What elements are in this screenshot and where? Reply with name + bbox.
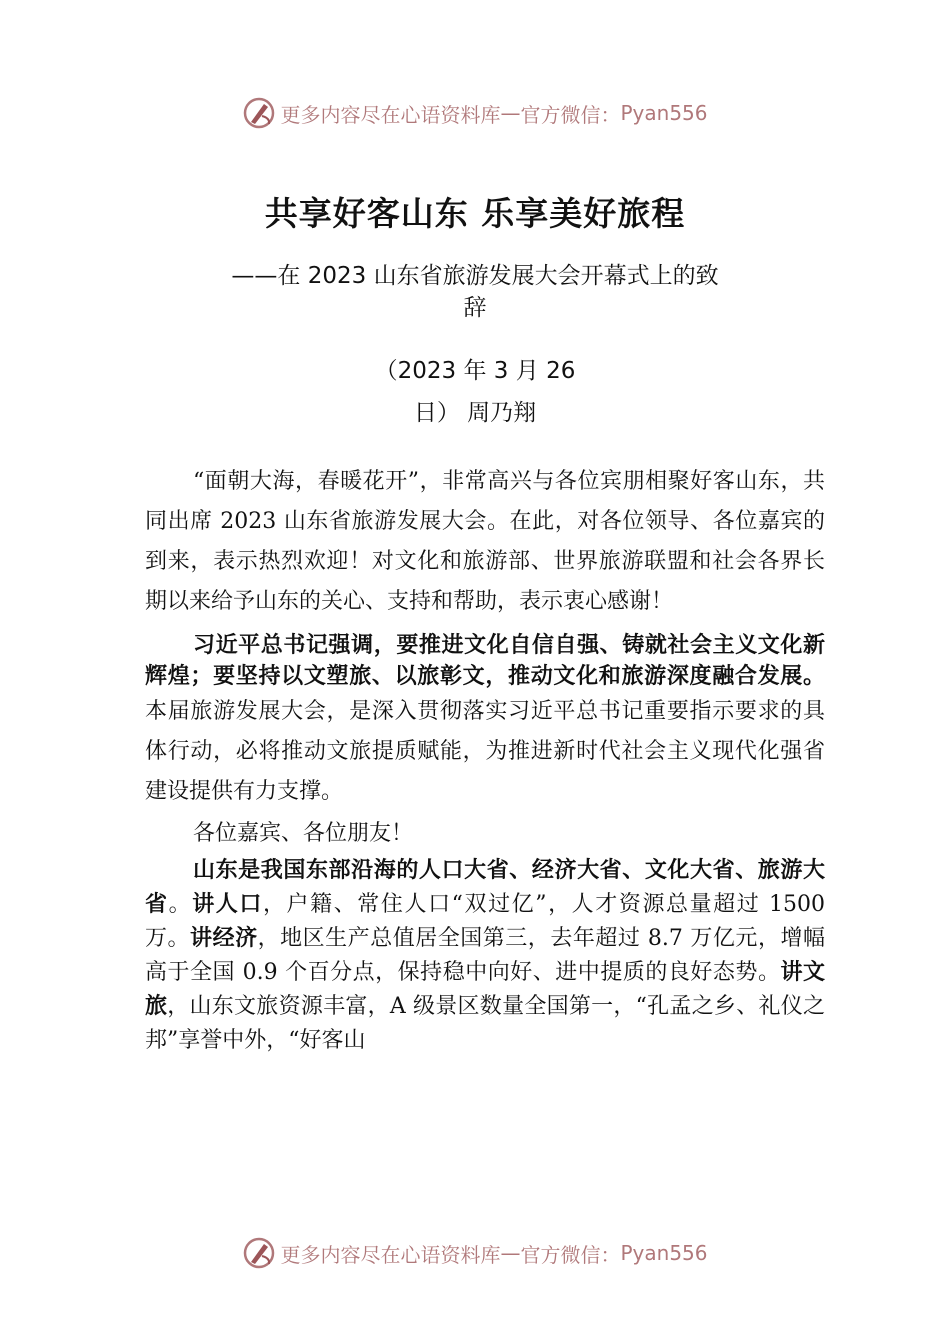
- subtitle-line-2: 辞: [463, 295, 487, 321]
- watermark-wechat-label: 官方微信：: [520, 1242, 621, 1267]
- paragraph-4-bold-1: 山东是我国东部沿海的人口大省、经济大省、文化大省、旅游大省: [145, 858, 825, 917]
- paragraph-1: “面朝大海，春暖花开”，非常高兴与各位宾朋相聚好客山东，共同出席 2023 山东省旅游发展大会。在此，对各位领导、各位嘉宾的到来，表示热烈欢迎！对文化和旅游部、世界旅游联盟和社会各界长期以来给予山东的关心、支持和帮助，表示衷心感谢！: [145, 469, 825, 614]
- paragraph-3: 各位嘉宾、各位朋友！: [193, 821, 414, 846]
- watermark-wechat-id: Pyan556: [620, 1241, 708, 1265]
- watermark-dash: —: [500, 1241, 521, 1265]
- date-line-2: 日） 周乃翔: [413, 400, 537, 426]
- watermark-dash: —: [500, 101, 521, 125]
- paragraph-4-bold-2: 讲人口: [192, 892, 263, 917]
- watermark-wechat-label: 官方微信：: [520, 102, 621, 127]
- paragraph-4-text-4: ，山东文旅资源丰富，A 级景区数量全国第一，“孔孟之乡、礼仪之邦”享誉中外，“好客山: [145, 994, 825, 1053]
- paragraph-4-bold-4: 讲文旅: [145, 960, 825, 1019]
- paragraph-2: [145, 630, 825, 812]
- paragraph-4-text-3: ，地区生产总值居全国第三，去年超过 8.7 万亿元，增幅高于全国 0.9 个百分点，保持稳中向好、进中提质的良好态势。: [145, 926, 825, 985]
- watermark-wechat-id: Pyan556: [620, 101, 708, 125]
- paragraph-2-bold: 习近平总书记强调，要推进文化自信自强、铸就社会主义文化新辉煌；要坚持以文塑旅、以旅彰文，推动文化和旅游深度融合发展。: [145, 633, 825, 689]
- paragraph-2-text: 本届旅游发展大会，是深入贯彻落实习近平总书记重要指示要求的具体行动，必将推动文旅提质赋能，为推进新时代社会主义现代化强省建设提供有力支撑。: [145, 699, 825, 804]
- document-title: 共享好客山东 乐享美好旅程: [264, 194, 686, 233]
- paragraph-4: [145, 854, 825, 1058]
- footer-watermark: [0, 1236, 950, 1270]
- pen-logo-icon: [242, 1236, 276, 1270]
- paragraph-4-bold-3: 讲经济: [190, 926, 258, 951]
- watermark-text: 更多内容尽在心语资料库: [280, 102, 501, 127]
- pen-logo-icon: [242, 96, 276, 130]
- subtitle-line-1: ——在 2023 山东省旅游发展大会开幕式上的致: [231, 263, 719, 289]
- paragraph-4-text-1: 。: [168, 892, 193, 917]
- paragraph-4-text-2: ，户籍、常住人口“双过亿”，人才资源总量超过 1500 万。: [145, 892, 825, 951]
- watermark-text: 更多内容尽在心语资料库: [280, 1242, 501, 1267]
- document-subtitle: [200, 260, 750, 324]
- date-line-1: （2023 年 3 月 26: [374, 358, 576, 384]
- document-body: [145, 462, 825, 1058]
- date-author: [300, 350, 650, 434]
- header-watermark: [0, 96, 950, 130]
